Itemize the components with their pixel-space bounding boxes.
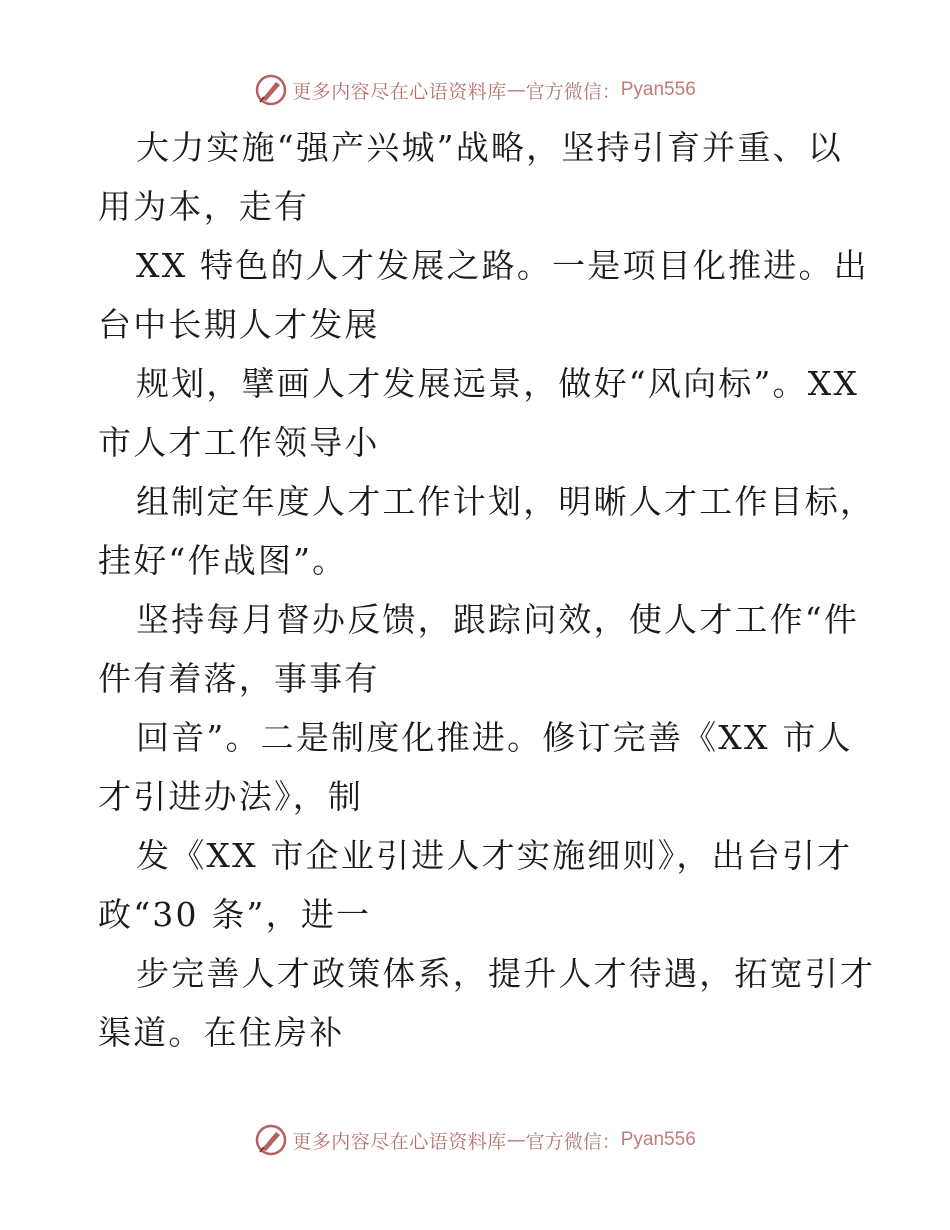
watermark-dash: — [506,79,526,101]
text-line: 市人才工作领导小 [98,423,380,462]
text-line: 大力实施“强产兴城”战略，坚持引育并重、以 [136,128,843,167]
document-body [98,118,876,1062]
watermark-site-name: 更多内容尽在心语资料库 [292,80,507,103]
text-line: XX 特色的人才发展之路。一是项目化推进。出 [136,246,869,285]
watermark-wechat-id: Pyan556 [620,1129,696,1150]
quill-pen-icon [254,73,288,107]
text-line: 用为本，走有 [98,187,310,226]
watermark-site-name: 更多内容尽在心语资料库 [292,1130,507,1153]
text-line: 台中长期人才发展 [98,305,380,344]
footer-watermark [0,1120,950,1160]
text-line: 才引进办法》，制 [98,777,364,816]
quill-pen-icon [254,1123,288,1157]
text-line: 坚持每月督办反馈，跟踪问效，使人才工作“件 [136,600,860,639]
watermark-wechat-id: Pyan556 [620,79,696,100]
watermark-wechat-label: 官方微信： [525,1130,621,1153]
watermark-wechat-label: 官方微信： [525,80,621,103]
text-line: 渠道。在住房补 [98,1013,345,1052]
text-line: 政“30 条”，进一 [98,895,372,934]
watermark-dash: — [506,1129,526,1151]
text-line: 发《XX 市企业引进人才实施细则》，出台引才 [136,836,853,875]
header-watermark [0,70,950,110]
text-line: 步完善人才政策体系，提升人才待遇，拓宽引才 [136,954,876,993]
text-line: 回音”。二是制度化推进。修订完善《XX 市人 [136,718,853,757]
text-line: 挂好“作战图”。 [98,541,348,580]
text-line: 件有着落，事事有 [98,659,380,698]
text-line: 规划，擘画人才发展远景，做好“风向标”。XX [136,364,860,403]
text-line: 组制定年度人才工作计划，明晰人才工作目标， [136,482,876,521]
